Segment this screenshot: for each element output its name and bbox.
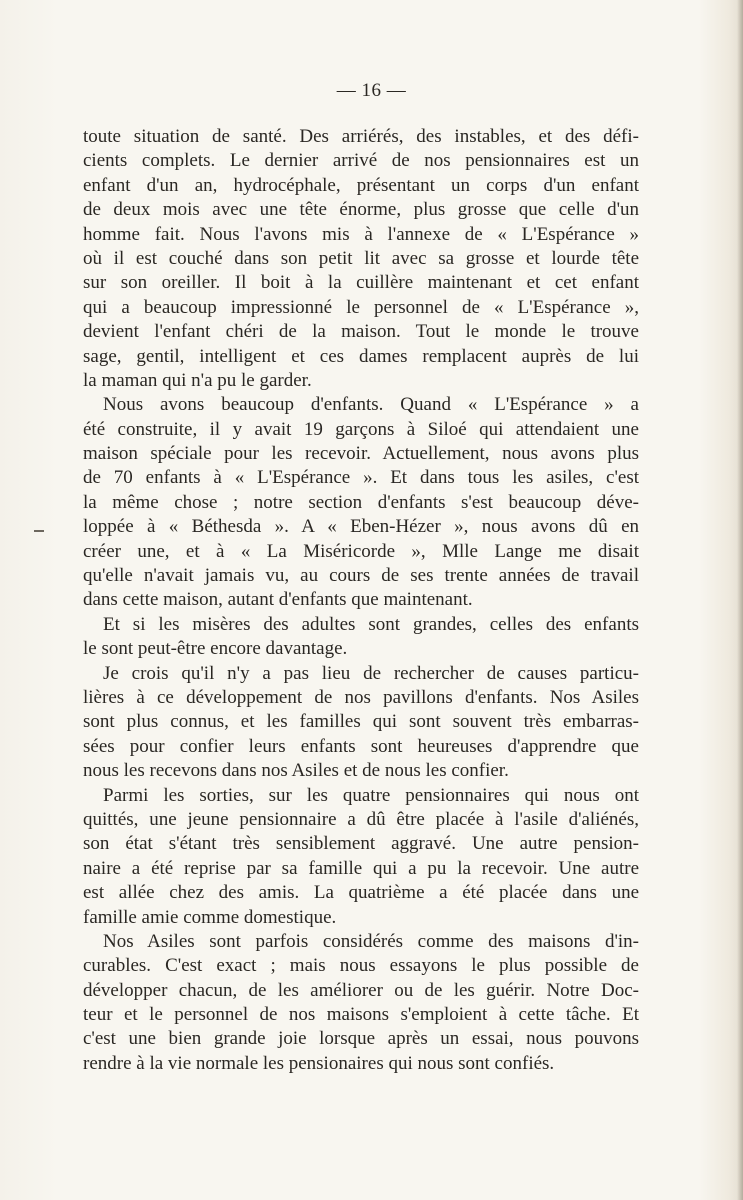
text-line: développer chacun, de les améliorer ou de les guérir. Notre Doc- — [83, 979, 639, 1001]
body-text — [83, 125, 639, 1076]
text-line: teur et le personnel de nos maisons s'emploient à cette tâche. Et — [83, 1004, 639, 1026]
text-line: sont plus connus, et les familles qui sont souvent très embarras- — [83, 711, 639, 733]
text-line: été construite, il y avait 19 garçons à Siloé qui attendaient une — [83, 418, 639, 440]
text-line: dans cette maison, autant d'enfants que maintenant. — [83, 589, 473, 611]
paragraph-p1 — [83, 125, 639, 393]
text-line: lières à ce développement de nos pavillons d'enfants. Nos Asiles — [83, 686, 639, 708]
text-line: rendre à la vie normale les pensionaires qui nous sont confiés. — [83, 1052, 555, 1074]
text-line: sées pour confier leurs enfants sont heureuses d'apprendre que — [83, 735, 639, 757]
text-line: homme fait. Nous l'avons mis à l'annexe de « L'Espérance » — [83, 223, 639, 245]
text-line: Nos Asiles sont parfois considérés comme des maisons d'in- — [103, 930, 639, 952]
page-edge-shadow — [737, 0, 743, 1200]
text-line: créer une, et à « La Miséricorde », Mlle Lange me disait — [83, 540, 639, 562]
text-line: de deux mois avec une tête énorme, plus grosse que celle d'un — [83, 199, 639, 221]
text-line: loppée à « Béthesda ». A « Eben-Hézer », nous avons dû en — [83, 516, 639, 538]
text-line: qui a beaucoup impressionné le personnel de « L'Espérance », — [83, 296, 639, 318]
text-line: nous les recevons dans nos Asiles et de nous les confier. — [83, 760, 509, 782]
text-line: Et si les misères des adultes sont grandes, celles des enfants — [103, 613, 639, 635]
text-line: Nous avons beaucoup d'enfants. Quand « L'Espérance » a — [103, 394, 639, 416]
text-line: sage, gentil, intelligent et ces dames remplacent auprès de lui — [83, 345, 639, 367]
page-number: — 16 — — [336, 80, 407, 101]
paragraph-p6 — [83, 930, 639, 1076]
text-line: sur son oreiller. Il boit à la cuillère maintenant et cet enfant — [83, 272, 639, 294]
text-line: enfant d'un an, hydrocéphale, présentant un corps d'un enfant — [83, 174, 639, 196]
text-line: toute situation de santé. Des arriérés, des instables, et des défi- — [83, 126, 639, 147]
paragraph-p5 — [83, 784, 639, 930]
text-line: son état s'étant très sensiblement aggravé. Une autre pension- — [83, 833, 639, 855]
text-line: la même chose ; notre section d'enfants s'est beaucoup déve- — [83, 491, 639, 513]
margin-mark — [34, 530, 44, 532]
text-line: c'est une bien grande joie lorsque après un essai, nous pouvons — [83, 1028, 639, 1050]
text-line: le sont peut-être encore davantage. — [83, 638, 348, 660]
text-line: maison spéciale pour les recevoir. Actuellement, nous avons plus — [83, 443, 639, 465]
text-line: est allée chez des amis. La quatrième a été placée dans une — [83, 882, 639, 904]
text-line: quittés, une jeune pensionnaire a dû être placée à l'asile d'aliénés, — [83, 808, 639, 830]
paragraph-p4 — [83, 662, 639, 784]
paragraph-p2 — [83, 393, 639, 613]
text-line: qu'elle n'avait jamais vu, au cours de ses trente années de travail — [83, 565, 639, 587]
text-line: de 70 enfants à « L'Espérance ». Et dans tous les asiles, c'est — [83, 467, 639, 489]
paragraph-p3 — [83, 613, 639, 662]
text-line: où il est couché dans son petit lit avec sa grosse et lourde tête — [83, 247, 639, 269]
text-line: famille amie comme domestique. — [83, 906, 337, 928]
text-line: la maman qui n'a pu le garder. — [83, 369, 312, 391]
text-line: curables. C'est exact ; mais nous essayons le plus possible de — [83, 955, 639, 977]
text-line: devient l'enfant chéri de la maison. Tout le monde le trouve — [83, 321, 639, 343]
text-line: naire a été reprise par sa famille qui a pu la recevoir. Une autre — [83, 857, 639, 879]
text-line: cients complets. Le dernier arrivé de nos pensionnaires est un — [83, 150, 639, 172]
text-line: Je crois qu'il n'y a pas lieu de rechercher de causes particu- — [103, 662, 639, 684]
text-line: Parmi les sorties, sur les quatre pensionnaires qui nous ont — [103, 784, 639, 806]
